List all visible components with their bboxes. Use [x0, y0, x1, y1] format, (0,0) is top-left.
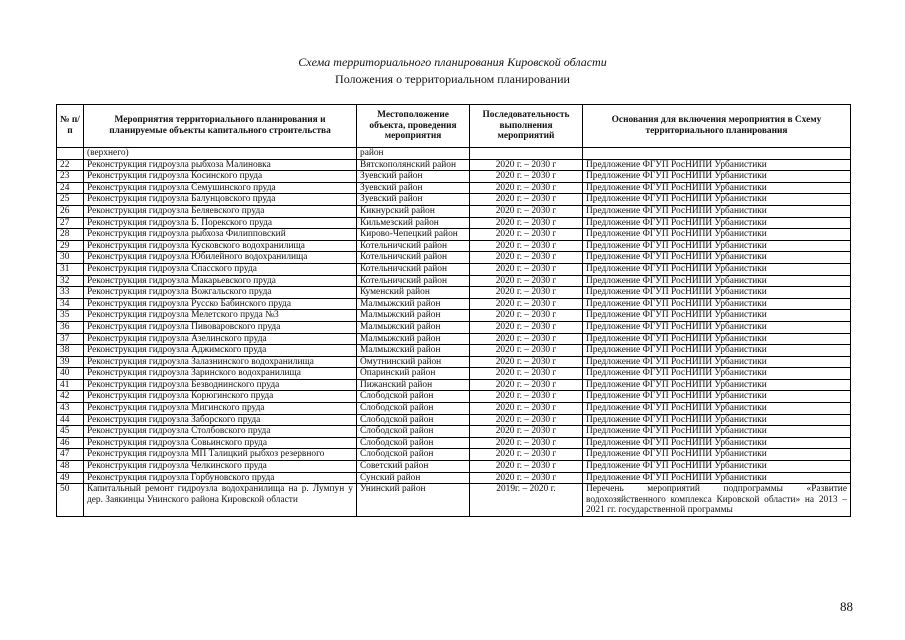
cell-measure: Реконструкция гидроузла Столбовского пруда [84, 426, 357, 438]
col-header-measure: Мероприятия территориального планирования и планируемые объекты капитального строительства [84, 105, 357, 148]
cell-period: 2020 г. – 2030 г [470, 205, 583, 217]
cell-period: 2020 г. – 2030 г [470, 437, 583, 449]
cell-location: Куменский район [357, 287, 470, 299]
measures-table [56, 104, 851, 517]
cell-period: 2020 г. – 2030 г [470, 171, 583, 183]
cell-basis: Предложение ФГУП РосНИПИ Урбанистики [583, 229, 851, 241]
cell-period: 2020 г. – 2030 г [470, 345, 583, 357]
cell-location: район [357, 148, 470, 160]
cell-measure: Реконструкция гидроузла Залазнинского водохранилища [84, 356, 357, 368]
cell-location: Малмыжский район [357, 298, 470, 310]
col-header-num: № п/п [57, 105, 84, 148]
cell-period: 2020 г. – 2030 г [470, 182, 583, 194]
cell-location: Малмыжский район [357, 345, 470, 357]
cell-basis: Предложение ФГУП РосНИПИ Урбанистики [583, 333, 851, 345]
cell-location: Зуевский район [357, 194, 470, 206]
cell-basis: Предложение ФГУП РосНИПИ Урбанистики [583, 171, 851, 183]
cell-period: 2020 г. – 2030 г [470, 310, 583, 322]
cell-num: 30 [57, 252, 84, 264]
cell-basis: Предложение ФГУП РосНИПИ Урбанистики [583, 263, 851, 275]
cell-num: 40 [57, 368, 84, 380]
cell-location: Слободской район [357, 391, 470, 403]
cell-location: Слободской район [357, 403, 470, 415]
cell-num: 46 [57, 437, 84, 449]
cell-period: 2019г. – 2020 г. [470, 484, 583, 517]
cell-measure: Реконструкция гидроузла Безводнинского пруда [84, 379, 357, 391]
table-row [57, 298, 851, 310]
table-row [57, 391, 851, 403]
cell-num: 35 [57, 310, 84, 322]
cell-num: 23 [57, 171, 84, 183]
cell-period: 2020 г. – 2030 г [470, 461, 583, 473]
cell-basis: Предложение ФГУП РосНИПИ Урбанистики [583, 437, 851, 449]
cell-period: 2020 г. – 2030 г [470, 426, 583, 438]
cell-measure: Реконструкция гидроузла рыбхоза Филипповский [84, 229, 357, 241]
cell-basis: Предложение ФГУП РосНИПИ Урбанистики [583, 368, 851, 380]
table-row [57, 159, 851, 171]
cell-measure: Реконструкция гидроузла Спасского пруда [84, 263, 357, 275]
cell-period: 2020 г. – 2030 г [470, 333, 583, 345]
cell-location: Малмыжский район [357, 333, 470, 345]
cell-num: 26 [57, 205, 84, 217]
cell-basis: Предложение ФГУП РосНИПИ Урбанистики [583, 298, 851, 310]
cell-num: 27 [57, 217, 84, 229]
cell-location: Зуевский район [357, 182, 470, 194]
cell-location: Сунский район [357, 472, 470, 484]
cell-num: 42 [57, 391, 84, 403]
cell-measure: Реконструкция гидроузла Челкинского пруда [84, 461, 357, 473]
cell-basis: Предложение ФГУП РосНИПИ Урбанистики [583, 159, 851, 171]
cell-location: Котельничский район [357, 263, 470, 275]
table-row [57, 437, 851, 449]
table-row [57, 461, 851, 473]
cell-location: Кикнурский район [357, 205, 470, 217]
cell-measure: Реконструкция гидроузла Русско Бабинского пруда [84, 298, 357, 310]
cell-basis: Предложение ФГУП РосНИПИ Урбанистики [583, 414, 851, 426]
cell-basis: Предложение ФГУП РосНИПИ Урбанистики [583, 217, 851, 229]
cell-num: 28 [57, 229, 84, 241]
table-row [57, 414, 851, 426]
cell-measure: Реконструкция гидроузла Семушинского пруда [84, 182, 357, 194]
cell-period: 2020 г. – 2030 г [470, 391, 583, 403]
cell-basis: Предложение ФГУП РосНИПИ Урбанистики [583, 205, 851, 217]
cell-basis: Предложение ФГУП РосНИПИ Урбанистики [583, 182, 851, 194]
cell-num: 24 [57, 182, 84, 194]
cell-measure: Реконструкция гидроузла Макарьевского пруда [84, 275, 357, 287]
cell-basis: Предложение ФГУП РосНИПИ Урбанистики [583, 321, 851, 333]
cell-location: Котельничский район [357, 240, 470, 252]
cell-measure: Реконструкция гидроузла Заринского водохранилища [84, 368, 357, 380]
cell-num: 36 [57, 321, 84, 333]
cell-period: 2020 г. – 2030 г [470, 379, 583, 391]
cell-basis: Предложение ФГУП РосНИПИ Урбанистики [583, 240, 851, 252]
cell-measure: Реконструкция гидроузла Б. Порекского пруда [84, 217, 357, 229]
table-row [57, 194, 851, 206]
cell-location: Малмыжский район [357, 321, 470, 333]
cell-num: 48 [57, 461, 84, 473]
cell-period: 2020 г. – 2030 г [470, 368, 583, 380]
cell-location: Пижанский район [357, 379, 470, 391]
cell-num: 22 [57, 159, 84, 171]
cell-num: 37 [57, 333, 84, 345]
cell-location: Кирово-Чепецкий район [357, 229, 470, 241]
cell-period: 2020 г. – 2030 г [470, 217, 583, 229]
cell-period: 2020 г. – 2030 г [470, 229, 583, 241]
cell-location: Котельничский район [357, 252, 470, 264]
table-header-row [57, 105, 851, 148]
cell-num: 45 [57, 426, 84, 438]
cell-basis: Предложение ФГУП РосНИПИ Урбанистики [583, 472, 851, 484]
cell-location: Советский район [357, 461, 470, 473]
table-row [57, 449, 851, 461]
cell-basis: Предложение ФГУП РосНИПИ Урбанистики [583, 275, 851, 287]
cell-measure: Реконструкция гидроузла Мигинского пруда [84, 403, 357, 415]
cell-basis: Предложение ФГУП РосНИПИ Урбанистики [583, 310, 851, 322]
cell-period: 2020 г. – 2030 г [470, 263, 583, 275]
cell-measure: Реконструкция гидроузла Аджимского пруда [84, 345, 357, 357]
cell-num: 31 [57, 263, 84, 275]
cell-basis: Предложение ФГУП РосНИПИ Урбанистики [583, 379, 851, 391]
cell-period: 2020 г. – 2030 г [470, 287, 583, 299]
cell-num: 32 [57, 275, 84, 287]
cell-location: Кильмезский район [357, 217, 470, 229]
cell-location: Омутнинский район [357, 356, 470, 368]
table-row [57, 263, 851, 275]
table-row [57, 368, 851, 380]
cell-num: 49 [57, 472, 84, 484]
cell-period [470, 148, 583, 160]
cell-measure: Реконструкция гидроузла Мелетского пруда №3 [84, 310, 357, 322]
cell-num: 50 [57, 484, 84, 517]
cell-location: Слободской район [357, 449, 470, 461]
cell-measure: Реконструкция гидроузла Вожгальского пруда [84, 287, 357, 299]
cell-basis: Предложение ФГУП РосНИПИ Урбанистики [583, 345, 851, 357]
col-header-location: Местоположение объекта, проведения мероприятия [357, 105, 470, 148]
cell-basis: Предложение ФГУП РосНИПИ Урбанистики [583, 356, 851, 368]
cell-basis: Предложение ФГУП РосНИПИ Урбанистики [583, 194, 851, 206]
cell-basis: Предложение ФГУП РосНИПИ Урбанистики [583, 403, 851, 415]
cell-basis: Перечень мероприятий подпрограммы «Развитие водохозяйственного комплекса Кировской области» на 2013 – 2021 гг. государственной программы [583, 484, 851, 517]
col-header-period: Последовательность выполнения мероприятий [470, 105, 583, 148]
document-title: Схема территориального планирования Кировской области [298, 55, 607, 69]
cell-basis [583, 148, 851, 160]
document-subtitle: Положения о территориальном планировании [335, 72, 570, 86]
table-row [57, 426, 851, 438]
table-row [57, 240, 851, 252]
cell-num: 33 [57, 287, 84, 299]
cell-measure: Реконструкция гидроузла МП Талицкий рыбхоз резервного [84, 449, 357, 461]
table-row [57, 379, 851, 391]
cell-period: 2020 г. – 2030 г [470, 449, 583, 461]
cell-measure: Реконструкция гидроузла Горбуновского пруда [84, 472, 357, 484]
cell-location: Унинский район [357, 484, 470, 517]
cell-measure: Реконструкция гидроузла Юбилейного водохранилища [84, 252, 357, 264]
cell-location: Слободской район [357, 437, 470, 449]
cell-measure: Реконструкция гидроузла Совьинского пруда [84, 437, 357, 449]
table-row [57, 287, 851, 299]
table-row [57, 484, 851, 517]
cell-num [57, 148, 84, 160]
cell-period: 2020 г. – 2030 г [470, 159, 583, 171]
cell-period: 2020 г. – 2030 г [470, 472, 583, 484]
cell-measure: Реконструкция гидроузла Заборского пруда [84, 414, 357, 426]
cell-location: Котельничский район [357, 275, 470, 287]
cell-num: 34 [57, 298, 84, 310]
col-header-basis: Основания для включения мероприятия в Схему территориального планирования [583, 105, 851, 148]
cell-location: Вятскополянский район [357, 159, 470, 171]
table-row [57, 356, 851, 368]
table-row [57, 345, 851, 357]
table-row [57, 205, 851, 217]
table-row [57, 182, 851, 194]
cell-location: Зуевский район [357, 171, 470, 183]
cell-period: 2020 г. – 2030 г [470, 356, 583, 368]
cell-period: 2020 г. – 2030 г [470, 321, 583, 333]
cell-basis: Предложение ФГУП РосНИПИ Урбанистики [583, 391, 851, 403]
cell-measure: Реконструкция гидроузла Корюгинского пруда [84, 391, 357, 403]
cell-period: 2020 г. – 2030 г [470, 403, 583, 415]
cell-measure: Реконструкция гидроузла Кусковского водохранилища [84, 240, 357, 252]
table-row [57, 217, 851, 229]
cell-num: 41 [57, 379, 84, 391]
cell-num: 43 [57, 403, 84, 415]
cell-measure: Реконструкция гидроузла Косинского пруда [84, 171, 357, 183]
cell-num: 38 [57, 345, 84, 357]
table-row [57, 321, 851, 333]
cell-location: Слободской район [357, 414, 470, 426]
table-row [57, 403, 851, 415]
cell-measure: (верхнего) [84, 148, 357, 160]
table-row [57, 252, 851, 264]
table-row [57, 275, 851, 287]
cell-num: 29 [57, 240, 84, 252]
cell-basis: Предложение ФГУП РосНИПИ Урбанистики [583, 449, 851, 461]
cell-num: 25 [57, 194, 84, 206]
cell-basis: Предложение ФГУП РосНИПИ Урбанистики [583, 252, 851, 264]
cell-basis: Предложение ФГУП РосНИПИ Урбанистики [583, 426, 851, 438]
cell-num: 47 [57, 449, 84, 461]
cell-period: 2020 г. – 2030 г [470, 240, 583, 252]
continuation-row [57, 148, 851, 160]
table-row [57, 171, 851, 183]
table-row [57, 229, 851, 241]
table-row [57, 333, 851, 345]
cell-measure: Реконструкция гидроузла Азелинского пруда [84, 333, 357, 345]
cell-num: 39 [57, 356, 84, 368]
cell-location: Слободской район [357, 426, 470, 438]
table-row [57, 310, 851, 322]
cell-period: 2020 г. – 2030 г [470, 414, 583, 426]
cell-basis: Предложение ФГУП РосНИПИ Урбанистики [583, 461, 851, 473]
cell-location: Малмыжский район [357, 310, 470, 322]
cell-measure: Реконструкция гидроузла Балунцовского пруда [84, 194, 357, 206]
cell-measure: Капитальный ремонт гидроузла водохранилища на р. Лумпун у дер. Заякинцы Унинского района Кировской области [84, 484, 357, 517]
cell-measure: Реконструкция гидроузла Беляевского пруда [84, 205, 357, 217]
cell-measure: Реконструкция гидроузла Пивоваровского пруда [84, 321, 357, 333]
cell-location: Опаринский район [357, 368, 470, 380]
cell-period: 2020 г. – 2030 г [470, 252, 583, 264]
cell-period: 2020 г. – 2030 г [470, 298, 583, 310]
cell-num: 44 [57, 414, 84, 426]
page-number: 88 [840, 599, 853, 614]
cell-basis: Предложение ФГУП РосНИПИ Урбанистики [583, 287, 851, 299]
cell-period: 2020 г. – 2030 г [470, 275, 583, 287]
table-row [57, 472, 851, 484]
cell-measure: Реконструкция гидроузла рыбхоза Малиновка [84, 159, 357, 171]
cell-period: 2020 г. – 2030 г [470, 194, 583, 206]
